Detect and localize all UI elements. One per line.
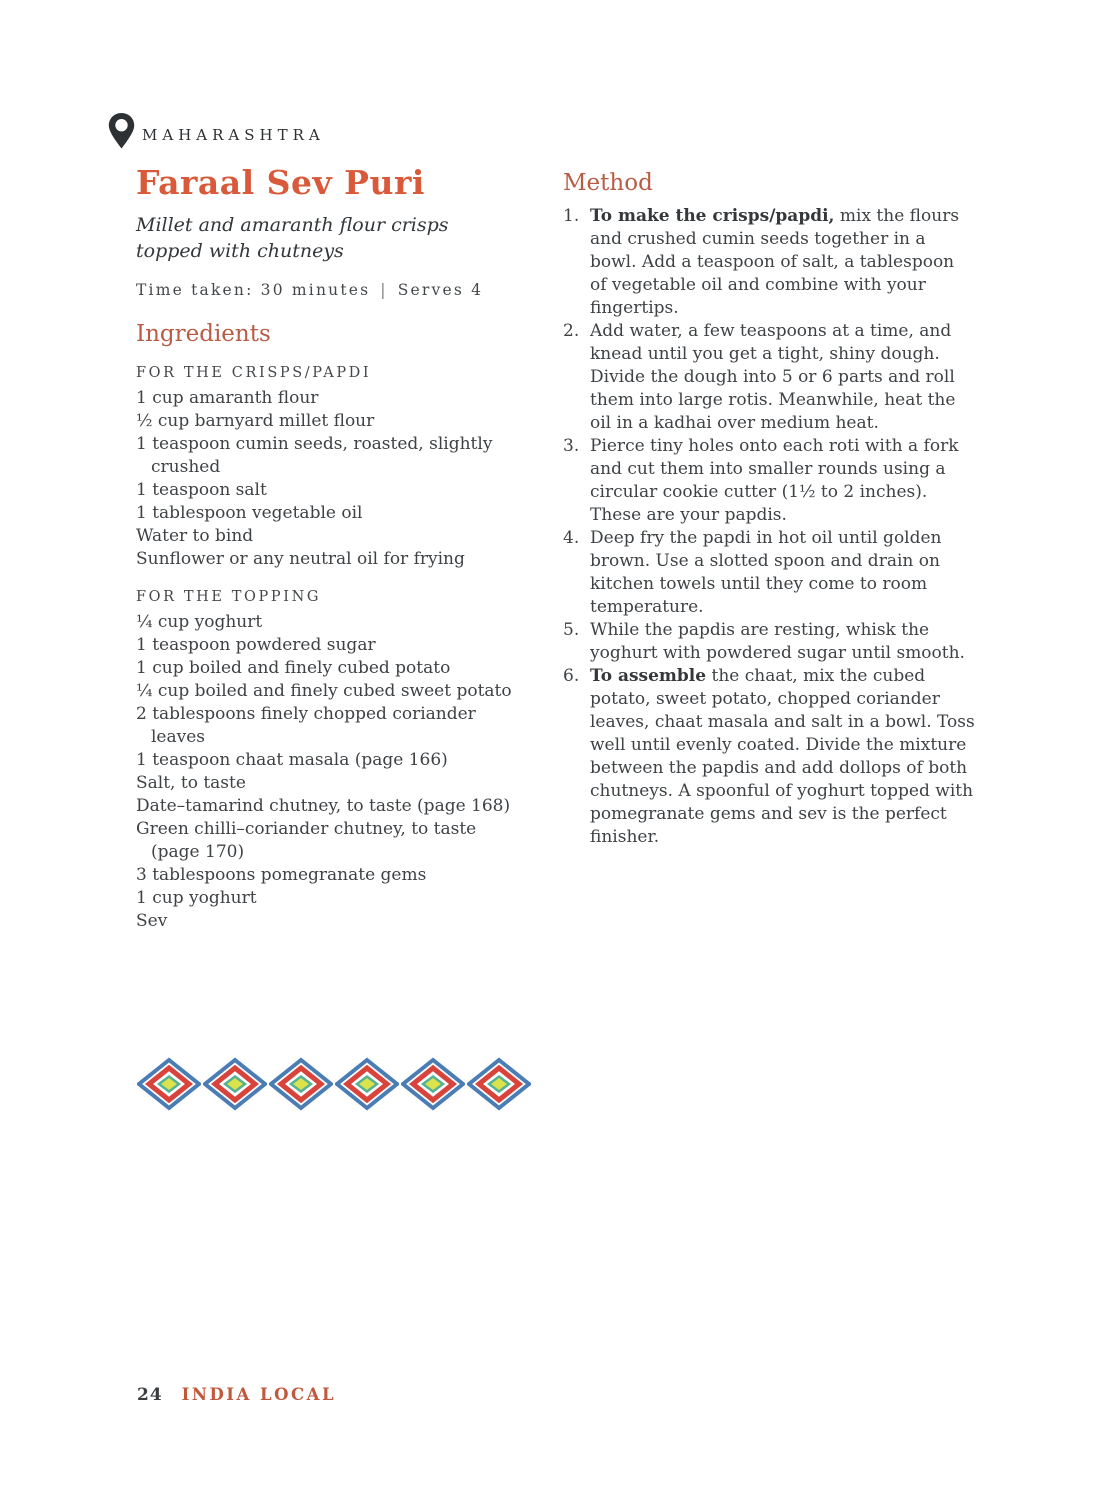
diamond-motif-icon bbox=[137, 1057, 201, 1111]
ingredient-item: 1 tablespoon vegetable oil bbox=[136, 502, 363, 523]
ingredient-item: 1 teaspoon salt bbox=[136, 479, 267, 500]
step-number: 3. bbox=[563, 436, 580, 456]
recipe-title: Faraal Sev Puri bbox=[136, 163, 425, 202]
ingredient-item: Water to bind bbox=[136, 525, 254, 546]
ingredient-list bbox=[136, 611, 536, 933]
diamond-border bbox=[137, 1057, 531, 1111]
book-title: INDIA LOCAL bbox=[181, 1385, 337, 1404]
method-heading: Method bbox=[563, 170, 653, 196]
method-step bbox=[563, 665, 978, 849]
ingredient-item: 1 cup boiled and finely cubed potato bbox=[136, 657, 451, 678]
ingredient-item: 1 cup amaranth flour bbox=[136, 387, 319, 408]
ingredient-item: Salt, to taste bbox=[136, 772, 246, 793]
step-number: 4. bbox=[563, 528, 580, 548]
step-text: To make the crisps/papdi, mix the flours and crushed cumin seeds together in a bowl. Add a teaspoon of salt, a tablespoon of vegetable oil and combine with your fingertips. bbox=[590, 206, 960, 318]
method-step bbox=[563, 527, 978, 619]
ingredient-item: Green chilli–coriander chutney, to taste (page 170) bbox=[136, 818, 477, 862]
ingredient-item: Sev bbox=[136, 910, 168, 931]
diamond-motif-icon bbox=[467, 1057, 531, 1111]
step-text: Pierce tiny holes onto each roti with a fork and cut them into smaller rounds using a circular cookie cutter (1½ to 2 inches). These are your papdis. bbox=[590, 436, 959, 525]
ingredient-list bbox=[136, 387, 536, 571]
region-header bbox=[108, 112, 325, 152]
recipe-meta bbox=[136, 281, 536, 299]
diamond-motif-icon bbox=[335, 1057, 399, 1111]
location-pin-icon bbox=[108, 112, 135, 152]
method-step bbox=[563, 320, 978, 435]
ingredient-item: Sunflower or any neutral oil for frying bbox=[136, 548, 465, 569]
region-label: MAHARASHTRA bbox=[142, 126, 325, 144]
ingredient-item: Date–tamarind chutney, to taste (page 168) bbox=[136, 795, 511, 816]
method-list bbox=[563, 205, 978, 849]
diamond-motif-icon bbox=[203, 1057, 267, 1111]
ingredient-group-label: FOR THE TOPPING bbox=[136, 588, 322, 605]
ingredient-item: ½ cup barnyard millet flour bbox=[136, 410, 375, 431]
method-step bbox=[563, 619, 978, 665]
ingredient-item: ¼ cup boiled and finely cubed sweet potato bbox=[136, 680, 512, 701]
page-number: 24 bbox=[137, 1385, 163, 1405]
step-text: Add water, a few teaspoons at a time, and knead until you get a tight, shiny dough. Divide the dough into 5 or 6 parts and roll them into large rotis. Meanwhile, heat the oil in a kadhai over medium heat. bbox=[590, 321, 956, 433]
step-number: 5. bbox=[563, 620, 580, 640]
ingredient-item: 1 teaspoon cumin seeds, roasted, slightly crushed bbox=[136, 433, 493, 477]
step-number: 2. bbox=[563, 321, 580, 341]
diamond-motif-icon bbox=[269, 1057, 333, 1111]
step-number: 6. bbox=[563, 666, 580, 686]
diamond-motif-icon bbox=[401, 1057, 465, 1111]
left-column bbox=[136, 163, 536, 933]
ingredient-groups bbox=[136, 365, 536, 933]
ingredient-group-label: FOR THE CRISPS/PAPDI bbox=[136, 364, 372, 381]
step-number: 1. bbox=[563, 206, 580, 226]
step-lead: To make the crisps/papdi, bbox=[590, 206, 835, 226]
method-step bbox=[563, 435, 978, 527]
ingredient-item: ¼ cup yoghurt bbox=[136, 611, 263, 632]
page-footer bbox=[137, 1385, 336, 1405]
ingredient-group bbox=[136, 589, 536, 933]
ingredient-item: 1 teaspoon chaat masala (page 166) bbox=[136, 749, 448, 770]
recipe-subtitle: Millet and amaranth flour crisps topped with chutneys bbox=[136, 213, 449, 262]
step-text: While the papdis are resting, whisk the yoghurt with powdered sugar until smooth. bbox=[590, 620, 965, 663]
ingredients-heading: Ingredients bbox=[136, 320, 271, 347]
meta-divider: | bbox=[380, 280, 388, 299]
step-text: To assemble the chaat, mix the cubed potato, sweet potato, chopped coriander leaves, chaat masala and salt in a bowl. Toss well until evenly coated. Divide the mixture between the papdis and add dollops of both chutneys. A spoonful of yoghurt topped with pomegranate gems and sev is the perfect finisher. bbox=[590, 666, 975, 847]
right-column bbox=[563, 170, 978, 849]
ingredient-item: 1 cup yoghurt bbox=[136, 887, 257, 908]
ingredient-group bbox=[136, 365, 536, 571]
step-lead: To assemble bbox=[590, 666, 707, 686]
method-step bbox=[563, 205, 978, 320]
ingredient-item: 2 tablespoons finely chopped coriander leaves bbox=[136, 703, 476, 747]
serves-label: Serves 4 bbox=[397, 280, 484, 299]
step-text: Deep fry the papdi in hot oil until golden brown. Use a slotted spoon and drain on kitchen towels until they come to room temperature. bbox=[590, 528, 942, 617]
ingredient-item: 3 tablespoons pomegranate gems bbox=[136, 864, 427, 885]
ingredient-item: 1 teaspoon powdered sugar bbox=[136, 634, 376, 655]
time-taken-label: Time taken: 30 minutes bbox=[136, 280, 371, 299]
